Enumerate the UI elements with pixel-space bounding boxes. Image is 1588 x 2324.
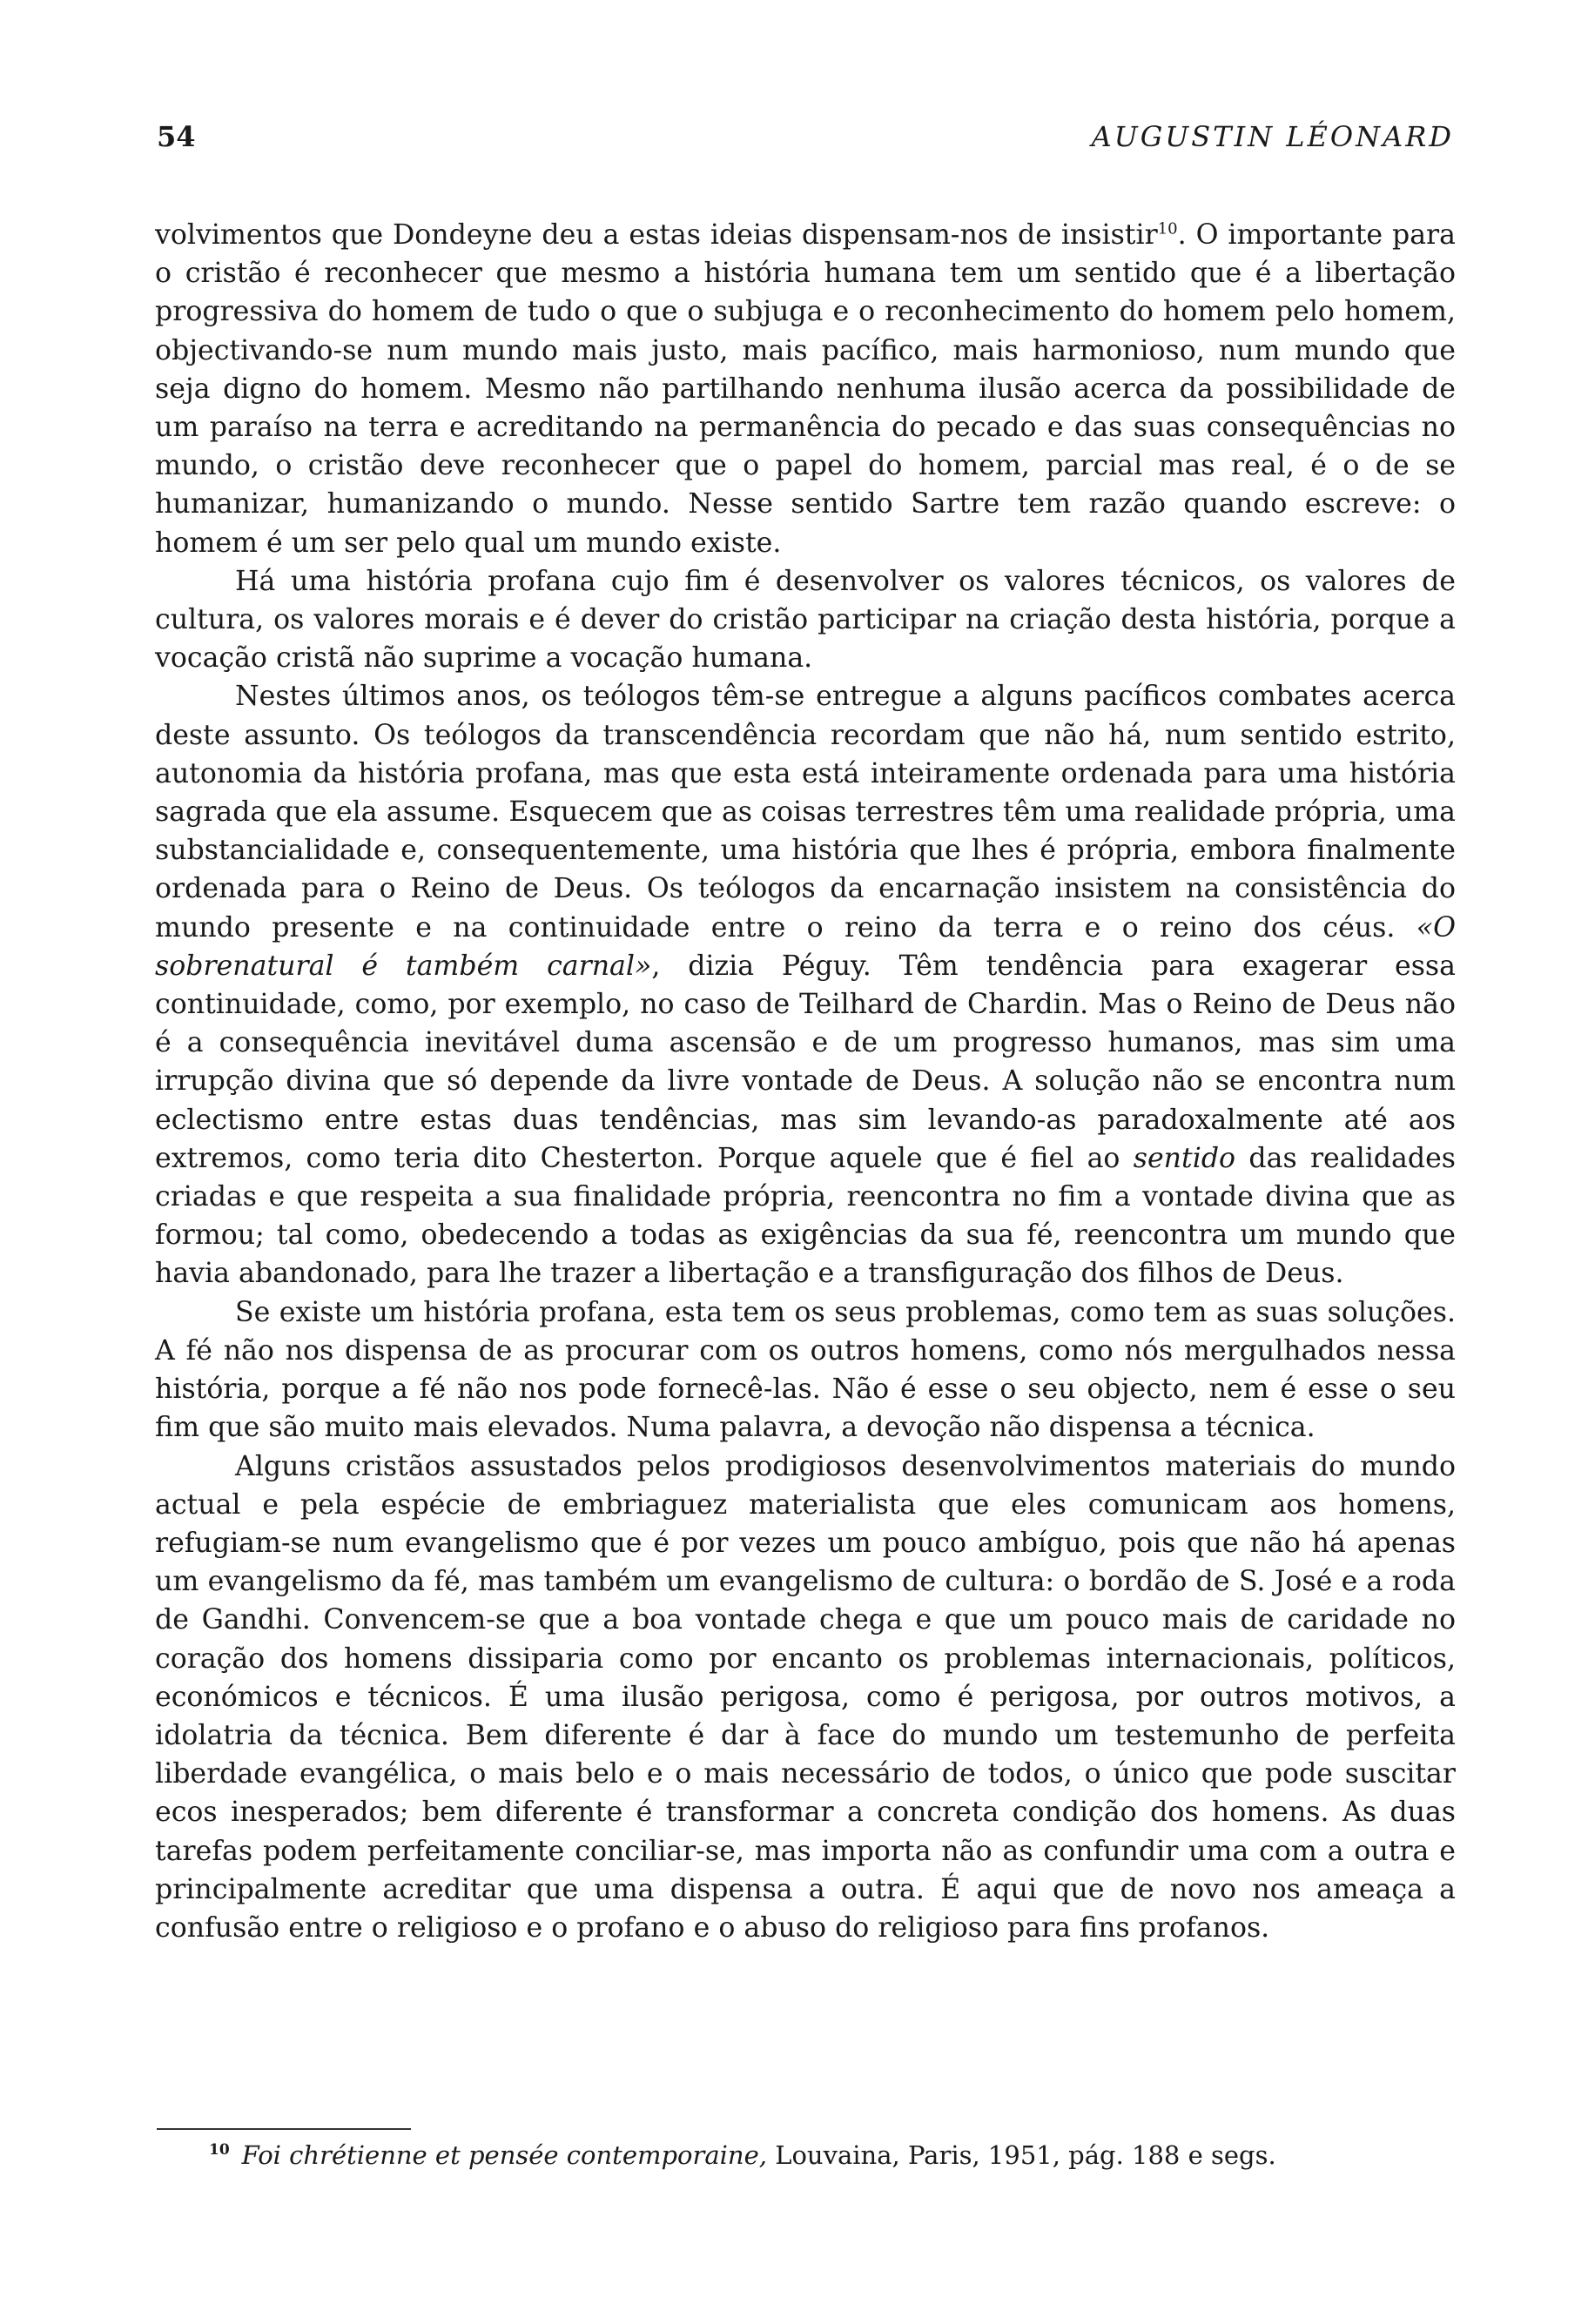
paragraph-5: Alguns cristãos assustados pelos prodigiosos desenvolvimentos materiais do mundo actual e pela espécie de embriaguez materialista que eles comunicam aos homens, refugiam-se num evangelismo que é por vezes um pouco ambíguo, pois que não há apenas um evangelismo da fé, mas também um evangelismo de cultura: o bordão de S. José e a roda de Gandhi. Convencem-se que a boa vontade chega e que um pouco mais de caridade no coração dos homens dissiparia como por encanto os problemas internacionais, políticos, económicos e técnicos. É uma ilusão perigosa, como é perigosa, por outros motivos, a idolatria da técnica. Bem diferente é dar à face do mundo um testemunho de perfeita liberdade evangélica, o mais belo e o mais necessário de todos, o único que pode suscitar ecos inesperados; bem diferente é transformar a concreta condição dos homens. As duas tarefas podem perfeitamente conciliar-se, mas importa não as confundir uma com a outra e principalmente acreditar que uma dispensa a outra. É aqui que de novo nos ameaça a confusão entre o religioso e o profano e o abuso do religioso para fins profanos.	[155, 1450, 1456, 1944]
footnote-publication-info: Louvaina, Paris, 1951, pág. 188 e segs.	[767, 2140, 1276, 2170]
page-number: 54	[157, 120, 196, 153]
footnote-divider	[157, 2128, 411, 2130]
footnote-number: 10	[209, 2141, 230, 2159]
paragraph-1: volvimentos que Dondeyne deu a estas ideias dispensam-nos de insistir$^{10}$. O importante para o cristão é reconhecer que mesmo a história humana tem um sentido que é a libertação progressiva do homem de tudo o que o subjuga e o reconhecimento do homem pelo homem, objectivando-se num mundo mais justo, mais pacífico, mais harmonioso, num mundo que seja digno do homem. Mesmo não partilhando nenhuma ilusão acerca da possibilidade de um paraíso na terra e acreditando na permanência do pecado e das suas consequências no mundo, o cristão deve reconhecer que o papel do homem, parcial mas real, é o de se humanizar, humanizando o mundo. Nesse sentido Sartre tem razão quando escreve: o homem é um ser pelo qual um mundo existe.	[155, 219, 1456, 559]
running-header	[157, 120, 1454, 162]
footnote-reference[interactable]: 10	[1157, 219, 1178, 238]
peguy-quote: «O sobrenatural é também carnal»	[155, 911, 1456, 982]
emphasis-sentido: sentido	[1133, 1142, 1236, 1174]
paragraph-4: Se existe um história profana, esta tem os seus problemas, como tem as suas soluções. A fé não nos dispensa de as procurar com os outros homens, como nós mergulhados nessa história, porque a fé não nos pode fornecê-las. Não é esse o seu objecto, nem é esse o seu fim que são muito mais elevados. Numa palavra, a devoção não dispensa a técnica.	[155, 1296, 1456, 1444]
body-text	[155, 216, 1456, 1947]
running-title: AUGUSTIN LÉONARD	[1091, 120, 1454, 153]
footnote-book-title: Foi chrétienne et pensée contemporaine,	[241, 2140, 767, 2170]
footnote	[209, 2138, 1428, 2173]
paragraph-3: Nestes últimos anos, os teólogos têm-se entregue a alguns pacíficos combates acerca deste assunto. Os teólogos da transcendência recordam que não há, num sentido estrito, autonomia da história profana, mas que esta está inteiramente ordenada para uma história sagrada que ela assume. Esquecem que as coisas terrestres têm uma realidade própria, uma substancialidade e, consequentemente, uma história que lhes é própria, embora finalmente ordenada para o Reino de Deus. Os teólogos da encarnação insistem na consistência do mundo presente e na continuidade entre o reino da terra e o reino dos céus. «O sobrenatural é também carnal», dizia Péguy. Têm tendência para exagerar essa continuidade, como, por exemplo, no caso de Teilhard de Chardin. Mas o Reino de Deus não é a consequência inevitável duma ascensão e de um progresso humanos, mas sim uma irrupção divina que só depende da livre vontade de Deus. A solução não se encontra num eclectismo entre estas duas tendências, mas sim levando-as paradoxalmente até aos extremos, como teria dito Chesterton. Porque aquele que é fiel ao sentido das realidades criadas e que respeita a sua finalidade própria, reencontra no fim a vontade divina que as formou; tal como, obedecendo a todas as exigências da sua fé, reencontra um mundo que havia abandonado, para lhe trazer a libertação e a transfiguração dos filhos de Deus.	[155, 681, 1456, 1290]
paragraph-2: Há uma história profana cujo fim é desenvolver os valores técnicos, os valores de cultura, os valores morais e é dever do cristão participar na criação desta história, porque a vocação cristã não suprime a vocação humana.	[155, 565, 1456, 675]
